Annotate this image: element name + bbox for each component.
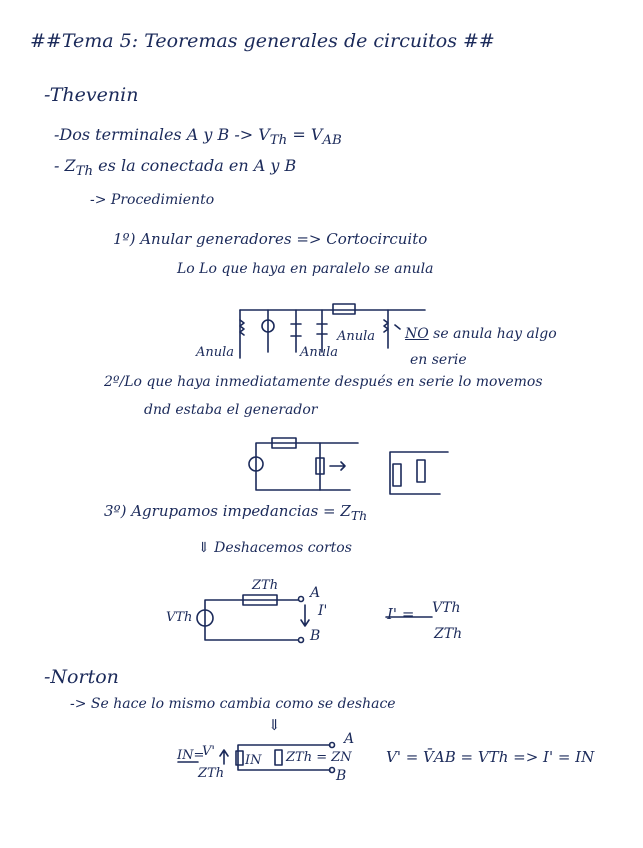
thevenin-heading: -Thevenin [44,84,139,106]
fig1-note2: en serie [410,352,467,368]
no-text: NO [405,326,429,342]
terminal-b-label: B [310,628,321,644]
terminals-text: -Dos terminales A y B -> V [54,125,270,144]
procedure-heading: -> Procedimiento [90,192,215,208]
vab-subscript: AB [322,133,342,149]
formula-denominator: ZTh [434,626,463,642]
page-title: ##Tema 5: Teoremas generales de circuitos ## [30,30,495,52]
current-label: I' [318,603,328,619]
formula-numerator: VTh [432,600,461,616]
step3-subscript: Th [350,508,368,523]
zth-label: ZTh [252,578,279,593]
zn-label: ZTh = ZN [286,750,352,765]
zth-subscript: Th [75,164,94,180]
norton-line1: -> Se hace lo mismo cambia como se deshace [70,696,396,712]
step1-text: 1º) Anular generadores => Cortocircuito [113,230,428,248]
anula-mid-label: Anula [337,329,376,344]
vth-subscript: Th [269,133,288,149]
formula-lhs: I' = [387,605,415,623]
step1-note: Lo Lo que haya en paralelo se anula [177,261,434,277]
fig1-note-text: se anula hay algo [428,326,557,342]
norton-terminal-b: B [336,768,347,784]
norton-current-denominator: ZTh [198,766,225,781]
step3-note: ⇓ Deshacemos cortos [198,540,352,556]
vth-source-label: VTh [166,610,193,625]
step2-text: 2º/Lo que haya inmediatamente después en serie lo movemos [104,374,543,390]
step3-main-text: 3º) Agrupamos impedancias = Z [104,502,351,520]
norton-arrow: ⇓ [268,716,281,734]
zth-text: - Z [54,156,76,175]
zth-tail-text: es la conectada en A y B [93,156,297,175]
anula-left-label: Anula [196,345,235,360]
anula-right-label: Anula [300,345,339,360]
norton-current-lhs: IN= [177,748,205,763]
step2-continued: dnd estaba el generador [144,402,318,418]
norton-current-numerator: V' [202,744,215,759]
equals-v-text: = V [287,125,323,144]
norton-terminal-a: A [344,731,355,747]
norton-equation: V' = V̄AB = VTh => I' = IN [386,748,595,766]
terminal-a-label: A [310,585,321,601]
in-source-label: IN [245,753,262,768]
norton-heading: -Norton [44,666,119,688]
